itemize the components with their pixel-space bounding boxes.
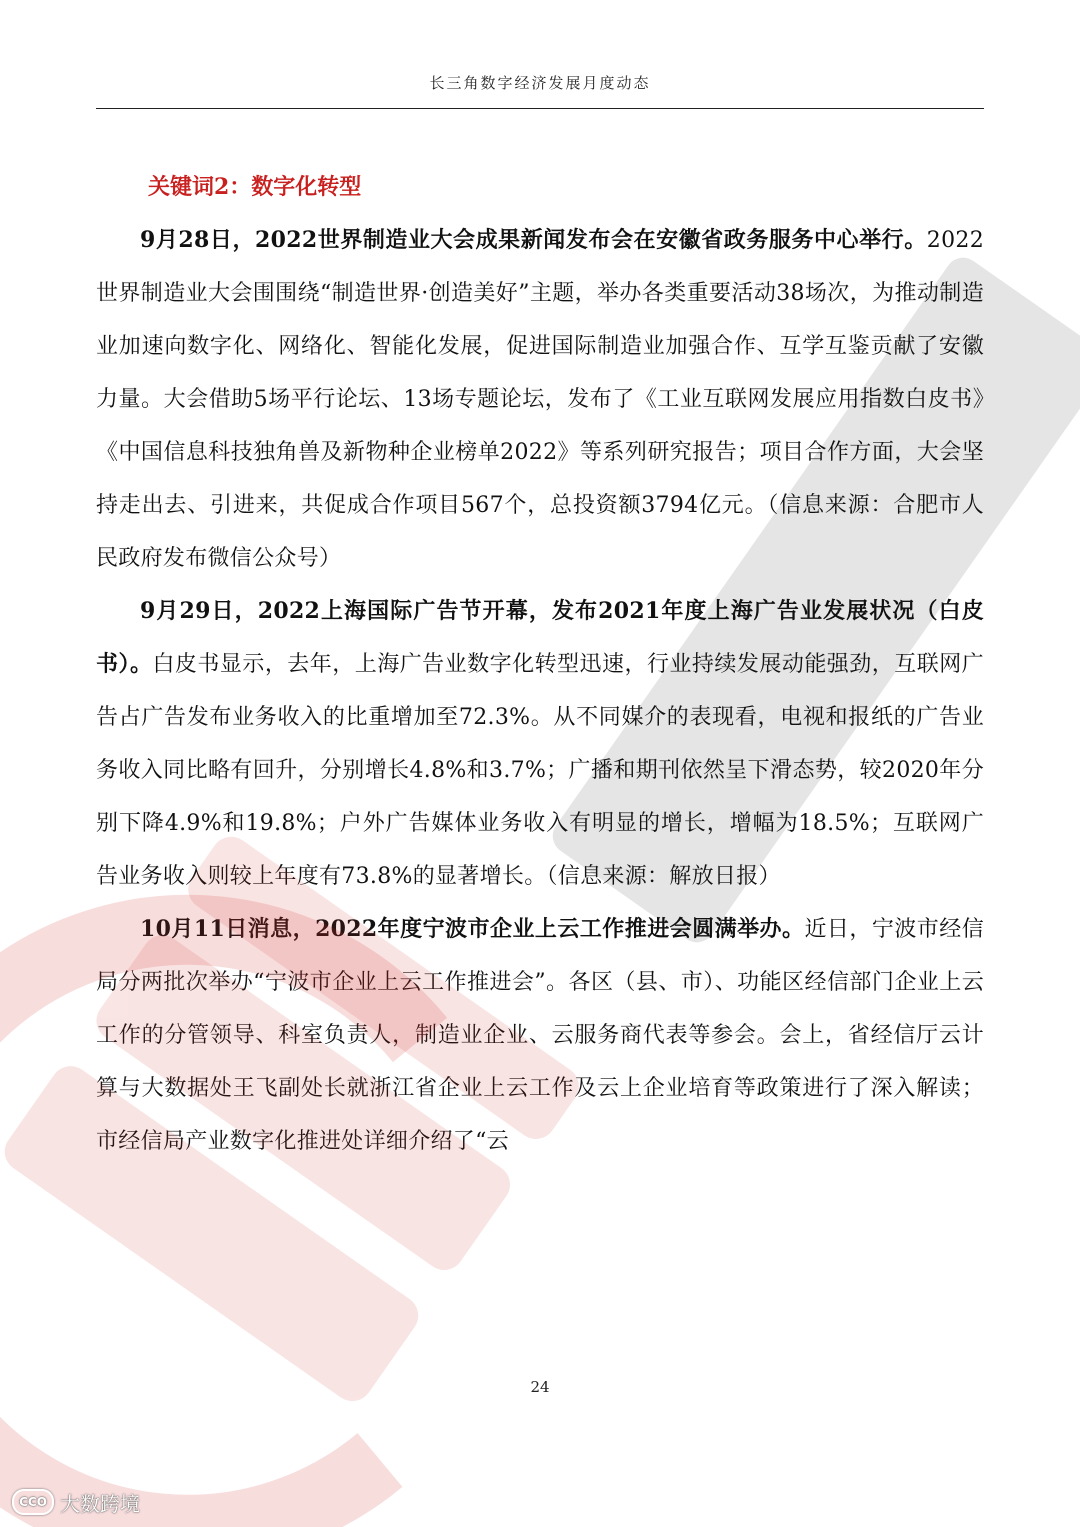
news-item-1-lead: 9月28日，2022世界制造业大会成果新闻发布会在安徽省政务服务中心举行。 <box>140 227 927 253</box>
news-item-2-body: 白皮书显示，去年，上海广告业数字化转型迅速，行业持续发展动能强劲，互联网广告占广告发布业务收入的比重增加至72.3%。从不同媒介的表现看，电视和报纸的广告业务收入同比略有回升，分别增长4.8%和3.7%；广播和期刊依然呈下滑态势，较2020年分别下降4.9%和19.8%；户外广告媒体业务收入有明显的增长，增幅为18.5%；互联网广告业务收入则较上年度有73.8%的显著增长。（信息来源：解放日报） <box>96 652 984 889</box>
section-keyword: 关键词2：数字化转型 <box>148 174 362 200</box>
news-item-3-body: 近日，宁波市经信局分两批次举办“宁波市企业上云工作推进会”。各区（县、市）、功能区经信部门企业上云工作的分管领导、科室负责人，制造业企业、云服务商代表等参会。会上，省经信厅云计算与大数据处王飞副处长就浙江省企业上云工作及云上企业培育等政策进行了深入解读；市经信局产业数字化推进处详细介绍了“云 <box>96 917 985 1154</box>
news-item-1 <box>96 214 984 585</box>
page-number: 24 <box>530 1378 550 1396</box>
header-divider <box>96 108 984 109</box>
corner-watermark <box>12 1487 140 1517</box>
news-item-1-body: 2022世界制造业大会围围绕“制造世界·创造美好”主题，举办各类重要活动38场次，为推动制造业加速向数字化、网络化、智能化发展，促进国际制造业加强合作、互学互鉴贡献了安徽力量。大会借助5场平行论坛、13场专题论坛，发布了《工业互联网发展应用指数白皮书》《中国信息科技独角兽及新物种企业榜单2022》等系列研究报告；项目合作方面，大会坚持走出去、引进来，共促成合作项目567个，总投资额3794亿元。（信息来源：合肥市人民政府发布微信公众号） <box>96 228 984 571</box>
page-content <box>96 162 984 1168</box>
running-header: 长三角数字经济发展月度动态 <box>429 74 651 92</box>
brand-logo-icon: CCO <box>12 1489 54 1515</box>
news-item-2 <box>96 585 984 903</box>
news-item-3-lead: 10月11日消息，2022年度宁波市企业上云工作推进会圆满举办。 <box>140 916 805 942</box>
brand-name: 大数跨境 <box>60 1491 140 1516</box>
news-item-3 <box>96 903 984 1168</box>
news-item-2-lead: 9月29日，2022上海国际广告节开幕，发布2021年度上海广告业发展状况（白皮书）。 <box>96 598 984 677</box>
